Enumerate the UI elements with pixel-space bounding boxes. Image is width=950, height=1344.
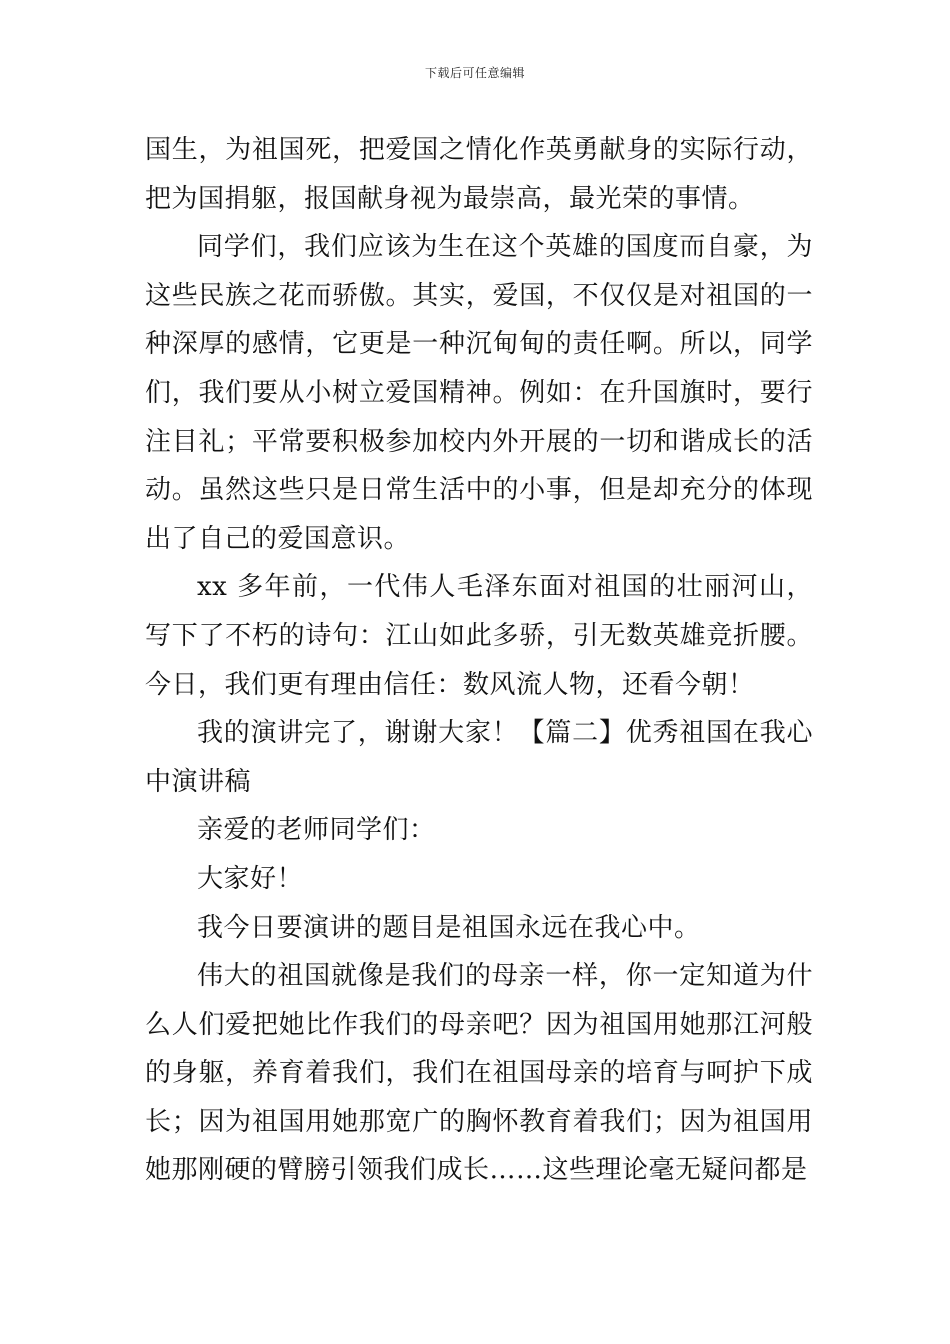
paragraph-5: 亲爱的老师同学们：: [197, 815, 436, 846]
paragraph-4: 我的演讲完了，谢谢大家！【篇二】优秀祖国在我心中演讲稿: [145, 718, 813, 797]
paragraph-8: 伟大的祖国就像是我们的母亲一样，你一定知道为什么人们爱把她比作我们的母亲吧？因为祖国用她那江河般的身躯，养育着我们，我们在祖国母亲的培育与呵护下成长；因为祖国用她那宽广的胸怀教育着我们；因为祖国用她那刚硬的臂膀引领我们成长……这些理论毫无疑问都是: [145, 961, 813, 1186]
paragraph-1: 国生，为祖国死，把爱国之情化作英勇献身的实际行动，把为国捐躯，报国献身视为最崇高，最光荣的事情。: [145, 135, 813, 214]
paragraph-3: xx 多年前，一代伟人毛泽东面对祖国的壮丽河山，写下了不朽的诗句：江山如此多骄，引无数英雄竞折腰。今日，我们更有理由信任：数风流人物，还看今朝！: [145, 572, 813, 700]
document-body: [145, 126, 813, 1195]
paragraph-6: 大家好！: [197, 863, 304, 894]
paragraph-7: 我今日要演讲的题目是祖国永远在我心中。: [197, 912, 701, 943]
page-header-note: 下载后可任意编辑: [424, 66, 525, 80]
paragraph-2: 同学们，我们应该为生在这个英雄的国度而自豪，为这些民族之花而骄傲。其实，爱国，不仅仅是对祖国的一种深厚的感情，它更是一种沉甸甸的责任啊。所以，同学们，我们要从小树立爱国精神。例如：在升国旗时，要行注目礼；平常要积极参加校内外开展的一切和谐成长的活动。虽然这些只是日常生活中的小事，但是却充分的体现出了自己的爱国意识。: [145, 232, 813, 554]
